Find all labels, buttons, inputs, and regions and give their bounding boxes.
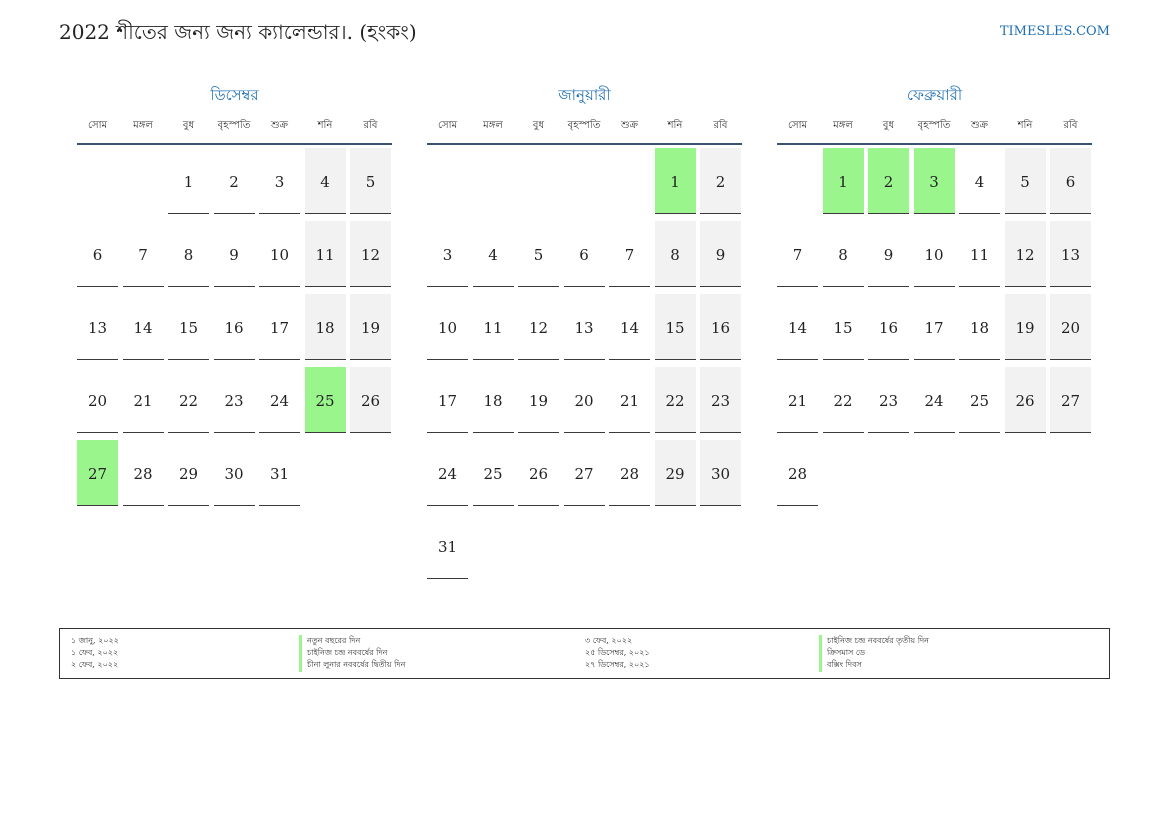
weekday-label: সোম <box>437 120 458 131</box>
day-cell[interactable]: 27 <box>77 440 118 506</box>
weekday-label: শুক্র <box>271 120 288 131</box>
day-cell[interactable]: 28 <box>609 440 650 506</box>
day-cell[interactable]: 20 <box>1050 294 1091 360</box>
day-cell[interactable]: 22 <box>168 367 209 433</box>
day-cell[interactable]: 8 <box>823 221 864 287</box>
legend-date: ২৫ ডিসেম্বর, ২০২১ <box>585 648 650 657</box>
day-cell[interactable]: 29 <box>168 440 209 506</box>
day-cell[interactable]: 26 <box>350 367 391 433</box>
day-cell[interactable]: 16 <box>214 294 255 360</box>
day-cell[interactable]: 4 <box>473 221 514 287</box>
weekday-label: বৃহস্পতি <box>917 120 951 131</box>
day-cell[interactable]: 3 <box>259 148 300 214</box>
day-cell[interactable]: 5 <box>1005 148 1046 214</box>
weekday-label: বুধ <box>182 120 195 131</box>
weekday-label: রবি <box>363 120 378 131</box>
day-cell[interactable]: 20 <box>77 367 118 433</box>
day-cell[interactable]: 14 <box>123 294 164 360</box>
weekday-label: শনি <box>317 120 333 131</box>
day-cell[interactable]: 16 <box>700 294 741 360</box>
weekday-label: রবি <box>1063 120 1078 131</box>
day-cell[interactable]: 23 <box>214 367 255 433</box>
day-cell[interactable]: 23 <box>700 367 741 433</box>
day-cell[interactable]: 5 <box>350 148 391 214</box>
day-cell[interactable]: 8 <box>168 221 209 287</box>
day-cell[interactable]: 7 <box>777 221 818 287</box>
day-cell[interactable]: 17 <box>259 294 300 360</box>
months-grid <box>77 84 1092 594</box>
weekday-label: বুধ <box>532 120 545 131</box>
day-cell[interactable]: 1 <box>168 148 209 214</box>
day-cell[interactable]: 2 <box>868 148 909 214</box>
day-cell[interactable]: 17 <box>427 367 468 433</box>
day-cell[interactable]: 26 <box>1005 367 1046 433</box>
weekday-label: শুক্র <box>621 120 638 131</box>
day-cell[interactable]: 18 <box>305 294 346 360</box>
weekday-label: শনি <box>1017 120 1033 131</box>
day-cell[interactable]: 25 <box>473 440 514 506</box>
legend-holiday-name: বক্সিং দিবস <box>819 659 862 672</box>
day-cell[interactable]: 23 <box>868 367 909 433</box>
day-cell[interactable]: 11 <box>473 294 514 360</box>
day-cell[interactable]: 7 <box>123 221 164 287</box>
day-cell[interactable]: 3 <box>427 221 468 287</box>
day-cell[interactable]: 4 <box>305 148 346 214</box>
weekday-label: সোম <box>787 120 808 131</box>
day-cell[interactable]: 10 <box>914 221 955 287</box>
day-cell[interactable]: 27 <box>1050 367 1091 433</box>
day-cell[interactable]: 25 <box>959 367 1000 433</box>
day-cell[interactable]: 14 <box>777 294 818 360</box>
day-cell[interactable]: 6 <box>564 221 605 287</box>
day-cell[interactable]: 14 <box>609 294 650 360</box>
weekday-label: বুধ <box>882 120 895 131</box>
weekday-label: শনি <box>667 120 683 131</box>
day-cell[interactable]: 6 <box>1050 148 1091 214</box>
day-cell[interactable]: 29 <box>655 440 696 506</box>
day-cell[interactable]: 19 <box>1005 294 1046 360</box>
day-cell[interactable]: 13 <box>77 294 118 360</box>
day-cell[interactable]: 7 <box>609 221 650 287</box>
day-cell[interactable]: 11 <box>305 221 346 287</box>
day-cell[interactable]: 10 <box>259 221 300 287</box>
day-cell[interactable]: 8 <box>655 221 696 287</box>
day-cell[interactable]: 15 <box>168 294 209 360</box>
day-cell[interactable]: 24 <box>914 367 955 433</box>
month-name: জানুয়ারী <box>558 86 611 104</box>
day-cell[interactable]: 9 <box>868 221 909 287</box>
weekday-label: মঙ্গল <box>483 120 503 131</box>
day-cell[interactable]: 21 <box>123 367 164 433</box>
holiday-legend <box>59 628 1110 679</box>
day-cell[interactable]: 1 <box>823 148 864 214</box>
day-cell[interactable]: 9 <box>214 221 255 287</box>
day-cell[interactable]: 21 <box>609 367 650 433</box>
page-title: 2022 শীতের জন্য জন্য ক্যালেন্ডার।. (হংকং) <box>59 20 417 44</box>
day-cell[interactable]: 19 <box>518 367 559 433</box>
day-cell[interactable]: 3 <box>914 148 955 214</box>
day-cell[interactable]: 11 <box>959 221 1000 287</box>
legend-date: ২ ফেব, ২০২২ <box>71 660 119 669</box>
legend-date: ২৭ ডিসেম্বর, ২০২১ <box>585 660 650 669</box>
legend-date: ১ ফেব, ২০২২ <box>71 648 119 657</box>
day-cell[interactable]: 1 <box>655 148 696 214</box>
day-cell[interactable]: 22 <box>655 367 696 433</box>
weekday-label: রবি <box>713 120 728 131</box>
day-cell[interactable]: 12 <box>518 294 559 360</box>
weekday-header <box>77 118 392 145</box>
day-cell[interactable]: 24 <box>427 440 468 506</box>
day-cell[interactable]: 26 <box>518 440 559 506</box>
weekday-label: বৃহস্পতি <box>567 120 601 131</box>
day-cell[interactable]: 31 <box>427 513 468 579</box>
day-cell[interactable]: 18 <box>959 294 1000 360</box>
day-cell[interactable]: 20 <box>564 367 605 433</box>
day-cell[interactable]: 19 <box>350 294 391 360</box>
day-cell[interactable]: 15 <box>655 294 696 360</box>
day-cell[interactable]: 5 <box>518 221 559 287</box>
legend-date: ৩ ফেব, ২০২২ <box>585 636 633 645</box>
legend-holiday-name: নতুন বছরের দিন <box>299 635 360 648</box>
day-cell[interactable]: 25 <box>305 367 346 433</box>
weekday-label: মঙ্গল <box>133 120 153 131</box>
day-cell[interactable]: 13 <box>1050 221 1091 287</box>
weekday-header <box>427 118 742 145</box>
day-cell[interactable]: 28 <box>123 440 164 506</box>
day-cell[interactable]: 17 <box>914 294 955 360</box>
day-cell[interactable]: 27 <box>564 440 605 506</box>
weekday-header <box>777 118 1092 145</box>
day-cell[interactable]: 30 <box>700 440 741 506</box>
day-cell[interactable]: 9 <box>700 221 741 287</box>
day-cell[interactable]: 4 <box>959 148 1000 214</box>
day-cell[interactable]: 30 <box>214 440 255 506</box>
day-cell[interactable]: 2 <box>214 148 255 214</box>
month-name: ফেব্রুয়ারী <box>906 86 963 104</box>
day-cell[interactable]: 2 <box>700 148 741 214</box>
day-cell[interactable]: 24 <box>259 367 300 433</box>
weekday-label: সোম <box>87 120 108 131</box>
weekday-label: বৃহস্পতি <box>217 120 251 131</box>
legend-holiday-name: ক্রিসমাস ডে <box>819 647 865 660</box>
day-cell[interactable]: 22 <box>823 367 864 433</box>
weekday-label: মঙ্গল <box>833 120 853 131</box>
day-cell[interactable]: 15 <box>823 294 864 360</box>
month-name: ডিসেম্বর <box>210 86 259 104</box>
day-cell[interactable]: 31 <box>259 440 300 506</box>
legend-holiday-name: চীনা লুনার নববর্ষের দ্বিতীয় দিন <box>299 659 405 672</box>
legend-holiday-name: চাইনিজ চন্দ্র নববর্ষের তৃতীয় দিন <box>819 635 929 648</box>
day-cell[interactable]: 13 <box>564 294 605 360</box>
day-cell[interactable]: 12 <box>350 221 391 287</box>
day-cell[interactable]: 12 <box>1005 221 1046 287</box>
site-link[interactable]: TIMESLES.COM <box>999 24 1110 39</box>
day-cell[interactable]: 21 <box>777 367 818 433</box>
day-cell[interactable]: 16 <box>868 294 909 360</box>
day-cell[interactable]: 18 <box>473 367 514 433</box>
day-cell[interactable]: 6 <box>77 221 118 287</box>
weekday-label: শুক্র <box>971 120 988 131</box>
legend-holiday-name: চাইনিজ চন্দ্র নববর্ষের দিন <box>299 647 387 660</box>
day-cell[interactable]: 10 <box>427 294 468 360</box>
day-cell[interactable]: 28 <box>777 440 818 506</box>
legend-date: ১ জানু, ২০২২ <box>71 636 119 645</box>
